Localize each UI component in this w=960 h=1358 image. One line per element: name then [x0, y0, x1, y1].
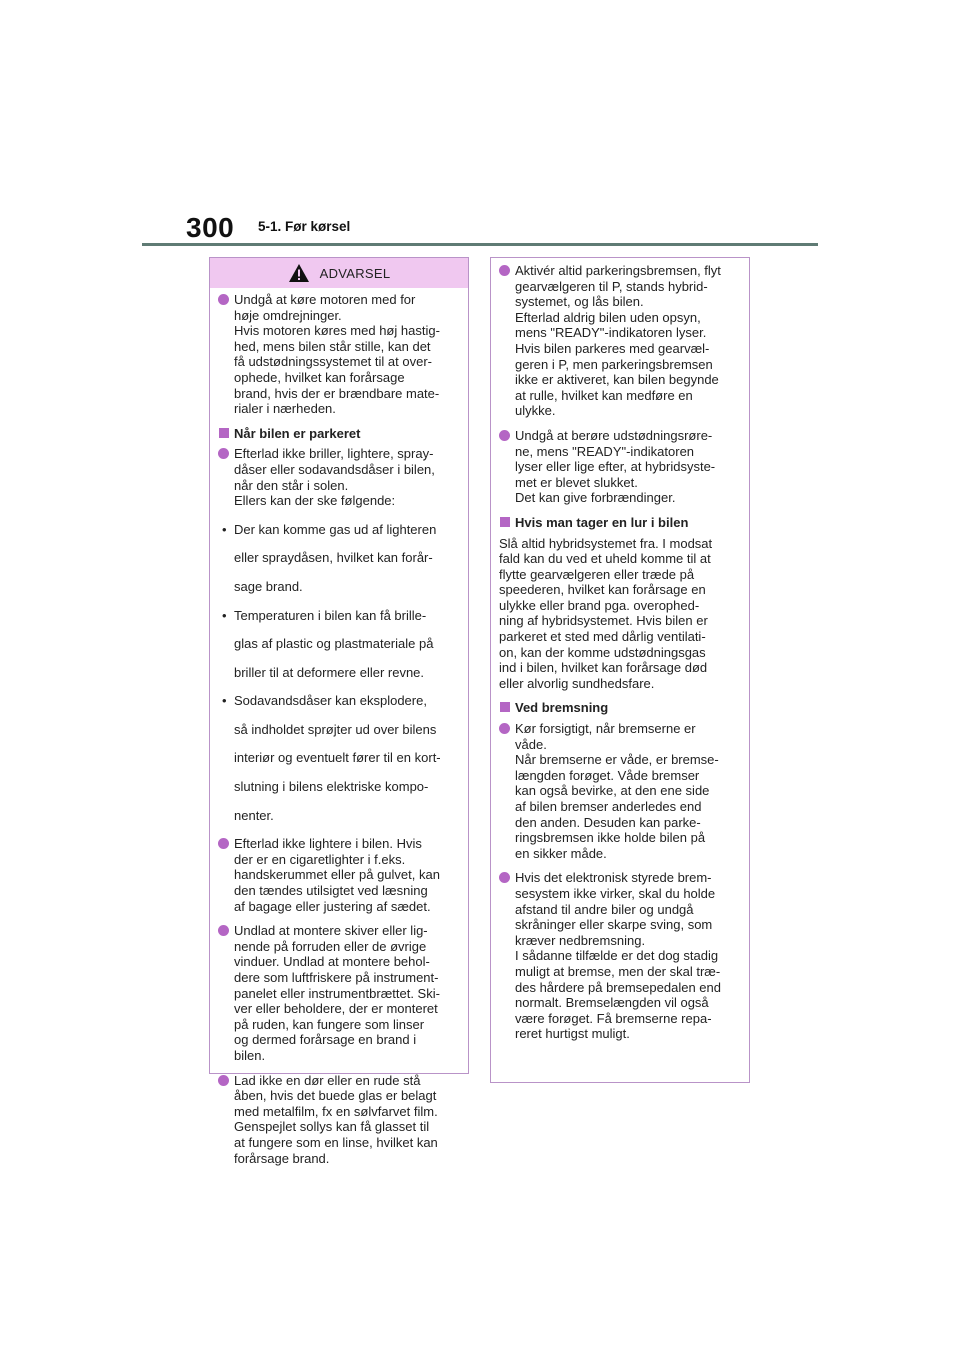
- text-line: on, kan der komme udstødningsgas: [499, 644, 706, 660]
- bullet-icon: [218, 294, 229, 305]
- text-line: ne, mens "READY"-indikatoren: [515, 443, 695, 459]
- list-item: [499, 721, 739, 861]
- list-item: [218, 446, 458, 508]
- text-line: dåser eller sodavandsdåser i bilen,: [234, 461, 435, 477]
- text-line: at fungere som en linse, hvilket kan: [234, 1134, 438, 1150]
- text-line: Efterlad aldrig bilen uden opsyn,: [515, 309, 701, 325]
- paragraph: [499, 536, 739, 692]
- sub-list-item: [218, 608, 458, 681]
- sub-list-item: [218, 522, 458, 595]
- text-line: Det kan give forbrændinger.: [515, 490, 676, 506]
- list-item: [218, 292, 458, 417]
- text-line: Hvis det elektronisk styrede brem-: [515, 870, 712, 886]
- sub-bullet-icon: •: [222, 521, 227, 537]
- bullet-icon: [499, 265, 510, 276]
- text-line: normalt. Bremselængden vil også: [515, 995, 709, 1011]
- text-line: Undgå at berøre udstødningsrøre-: [515, 427, 713, 443]
- bullet-icon: [499, 430, 510, 441]
- text-line: rialer i nærheden.: [234, 401, 336, 417]
- text-line: hed, mens bilen står stille, kan det: [234, 338, 431, 354]
- text-line: af bagage eller justering af sædet.: [234, 898, 431, 914]
- text-line: systemet, og lås bilen.: [515, 294, 644, 310]
- header-rule: [142, 243, 818, 246]
- text-line: fald kan du ved et uheld komme til at: [499, 551, 711, 567]
- text-line: åben, hvis det buede glas er belagt: [234, 1088, 437, 1104]
- bullet-icon: [499, 872, 510, 883]
- square-bullet-icon: [500, 702, 510, 712]
- text-line: sesystem ikke virker, skal du holde: [515, 885, 716, 901]
- text-line: parkeret et sted med dårlig ventilati-: [499, 629, 706, 645]
- bullet-icon: [218, 838, 229, 849]
- text-line: ikke er aktiveret, kan bilen begynde: [515, 372, 719, 388]
- text-line: eller alvorlig sundhedsfare.: [499, 675, 655, 691]
- text-line: Kør forsigtigt, når bremserne er: [515, 721, 696, 737]
- text-line: forårsage brand.: [234, 1150, 330, 1166]
- text-line: ning af hybridsystemet. Hvis bilen er: [499, 613, 708, 629]
- subheading-text: Når bilen er parkeret: [234, 425, 361, 441]
- text-line: Aktivér altid parkeringsbremsen, flyt: [515, 263, 721, 278]
- sub-bullet-icon: •: [222, 693, 227, 709]
- text-line: ulykke.: [515, 403, 556, 419]
- text-line: geren i P, men parkeringsbremsen: [515, 356, 713, 372]
- page-number: 300: [186, 212, 235, 243]
- text-line: kan også bevirke, at den ene side: [515, 783, 710, 799]
- section-title: 5-1. Før kørsel: [258, 219, 351, 234]
- list-item: [218, 1073, 458, 1167]
- text-line: afstand til andre biler og undgå: [515, 901, 694, 917]
- text-line: handskerummet eller på gulvet, kan: [234, 867, 440, 883]
- text-line: vinduer. Undlad at montere behol-: [234, 954, 430, 970]
- text-line: Lad ikke en dør eller en rude stå: [234, 1072, 421, 1088]
- text-line: Ellers kan der ske følgende:: [234, 493, 396, 509]
- subheading: [218, 426, 458, 442]
- text-line: panelet eller instrumentbrættet. Ski-: [234, 985, 440, 1001]
- text-line: være forøget. Få bremserne repa-: [515, 1010, 712, 1026]
- text-line: nende på forruden eller de øvrige: [234, 938, 427, 954]
- square-bullet-icon: [500, 517, 510, 527]
- text-line: høje omdrejninger.: [234, 307, 342, 323]
- text-line: flytte gearvælgeren eller træde på: [499, 566, 695, 582]
- text-line: skråninger eller skarpe sving, som: [515, 917, 713, 933]
- text-line: Når bremserne er våde, er bremse-: [515, 752, 719, 768]
- sub-list-item: [218, 693, 458, 823]
- subheading-text: Ved bremsning: [515, 700, 609, 716]
- text-line: Hvis bilen parkeres med gearvæl-: [515, 340, 710, 356]
- text-line: Efterlad ikke briller, lightere, spray-: [234, 446, 434, 462]
- text-line: eller spraydåsen, hvilket kan forår-: [234, 550, 433, 566]
- text-line: ulykke eller brand pga. overophed-: [499, 597, 700, 613]
- text-line: bilen.: [234, 1047, 266, 1063]
- list-item: [499, 870, 739, 1042]
- warning-title: ADVARSEL: [319, 265, 391, 281]
- text-line: ind i bilen, hvilket kan forårsage død: [499, 660, 708, 676]
- list-item: [218, 923, 458, 1063]
- text-line: der er en cigaretlighter i f.eks.: [234, 851, 406, 867]
- text-line: Temperaturen i bilen kan få brille-: [234, 607, 427, 623]
- text-line: I sådanne tilfælde er det dog stadig: [515, 948, 719, 964]
- text-line: Efterlad ikke lightere i bilen. Hvis: [234, 836, 422, 852]
- text-line: Undlad at montere skiver eller lig-: [234, 923, 428, 939]
- text-line: ophede, hvilket kan forårsage: [234, 369, 405, 385]
- text-line: Genspejlet sollys kan få glasset til: [234, 1119, 430, 1135]
- warning-triangle-icon: [288, 263, 310, 283]
- list-item: [499, 263, 739, 419]
- subheading-text: Hvis man tager en lur i bilen: [515, 514, 689, 530]
- text-line: reret hurtigst muligt.: [515, 1026, 630, 1042]
- text-line: dere som luftfriskere på instrument-: [234, 970, 439, 985]
- text-line: muligt at bremse, men der skal træ-: [515, 963, 721, 979]
- text-line: Slå altid hybridsystemet fra. I modsat: [499, 535, 713, 551]
- text-line: Undgå at køre motoren med for: [234, 292, 416, 307]
- text-line: den tændes utilsigtet ved læsning: [234, 883, 428, 899]
- text-line: glas af plastic og plastmateriale på: [234, 636, 434, 652]
- text-line: Sodavandsdåser kan eksplodere,: [234, 693, 427, 709]
- text-line: gearvælgeren til P, stands hybrid-: [515, 278, 708, 294]
- text-line: met er blevet slukket.: [515, 474, 638, 490]
- text-line: speederen, hvilket kan forårsage en: [499, 582, 706, 598]
- warning-content: [491, 258, 749, 1059]
- text-line: lyser eller lige efter, at hybridsyste-: [515, 459, 716, 475]
- text-line: våde.: [515, 736, 547, 752]
- bullet-icon: [218, 448, 229, 459]
- bullet-icon: [218, 1075, 229, 1086]
- text-line: nenter.: [234, 807, 274, 823]
- subheading: [499, 515, 739, 531]
- list-item: [218, 836, 458, 914]
- text-line: længden forøget. Våde bremser: [515, 767, 700, 783]
- text-line: så indholdet sprøjter ud over bilens: [234, 721, 437, 737]
- text-line: den anden. Desuden kan parke-: [515, 814, 701, 830]
- bullet-icon: [218, 925, 229, 936]
- subheading: [499, 700, 739, 716]
- text-line: briller til at deformere eller revne.: [234, 664, 425, 680]
- text-line: og dermed forårsage en brand i: [234, 1032, 417, 1048]
- text-line: at rulle, hvilket kan medføre en: [515, 387, 693, 403]
- warning-content: [210, 288, 468, 1183]
- list-item: [499, 428, 739, 506]
- warning-box: [209, 257, 469, 1166]
- square-bullet-icon: [219, 428, 229, 438]
- warning-header: [210, 258, 468, 288]
- text-line: Der kan komme gas ud af lighteren: [234, 521, 437, 537]
- text-line: ver eller beholdere, der er monteret: [234, 1001, 438, 1017]
- text-line: interiør og eventuelt fører til en kort-: [234, 750, 441, 766]
- text-line: sage brand.: [234, 578, 303, 594]
- text-line: des hårdere på bremsepedalen end: [515, 979, 721, 995]
- bullet-icon: [499, 723, 510, 734]
- text-line: af bilen bremser anderledes end: [515, 799, 702, 814]
- text-line: på ruden, kan fungere som linser: [234, 1016, 425, 1032]
- sub-bullet-icon: •: [222, 607, 227, 623]
- text-line: slutning i bilens elektriske kompo-: [234, 779, 429, 795]
- text-line: når den står i solen.: [234, 477, 349, 493]
- text-line: få udstødningssystemet til at over-: [234, 354, 432, 370]
- text-line: brand, hvis der er brændbare mate-: [234, 385, 440, 401]
- text-line: ringsbremsen ikke holde bilen på: [515, 830, 706, 846]
- warning-continuation-box: [490, 257, 750, 1083]
- text-line: en sikker måde.: [515, 845, 607, 861]
- text-line: mens "READY"-indikatoren lyser.: [515, 325, 707, 341]
- text-line: med metalfilm, fx en sølvfarvet film.: [234, 1103, 438, 1119]
- text-line: kræver nedbremsning.: [515, 932, 646, 948]
- text-line: Hvis motoren køres med høj hastig-: [234, 323, 440, 339]
